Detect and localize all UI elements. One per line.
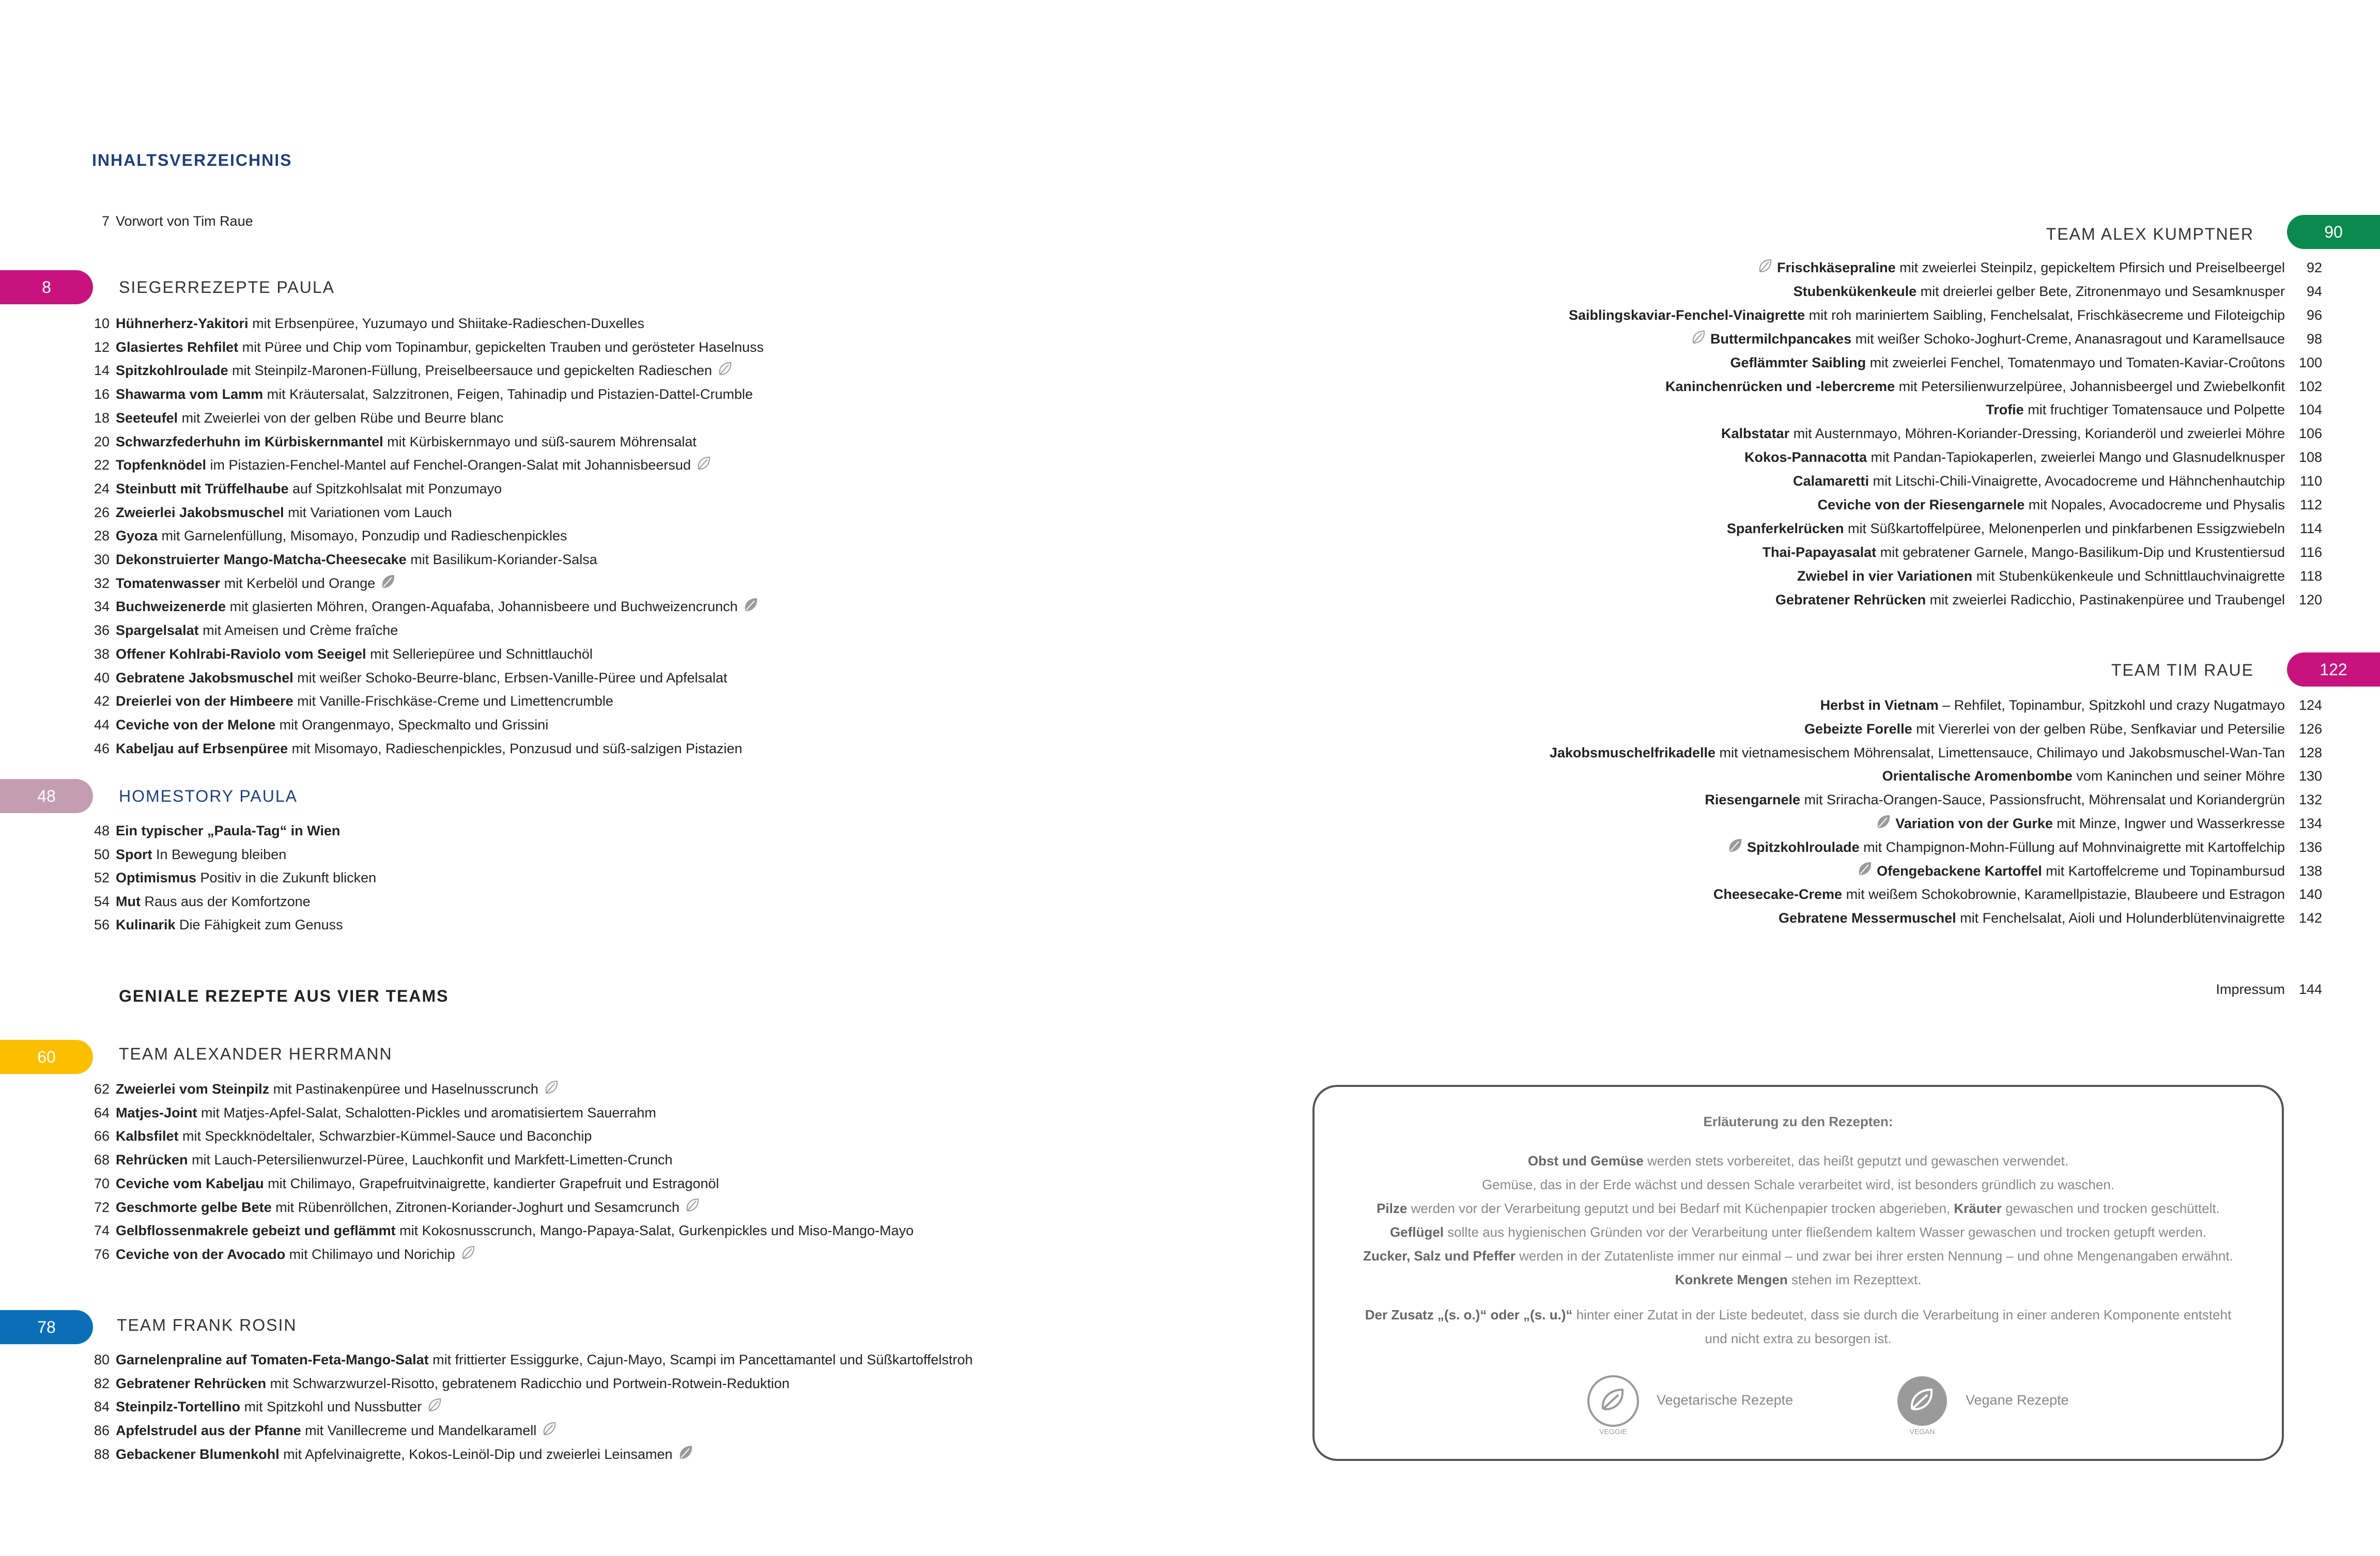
recipe-title: Dekonstruierter Mango-Matcha-Cheesecake: [116, 552, 407, 567]
recipe-title: Frischkäsepraline: [1777, 260, 1896, 275]
recipe-description: mit Rübenröllchen, Zitronen-Koriander-Joghurt und Sesamcrunch: [271, 1199, 680, 1215]
recipe-description: mit Kokosnusscrunch, Mango-Papaya-Salat, Gurkenpickles und Miso-Mango-Mayo: [395, 1223, 914, 1239]
vegan-leaf-icon: [380, 573, 396, 596]
recipe-title: Hühnerherz-Yakitori: [116, 316, 249, 331]
recipe-description: mit Vanillecreme und Mandelkaramell: [301, 1423, 537, 1439]
recipe-title: Steinbutt mit Trüffelhaube: [116, 480, 289, 496]
recipe-description: mit Süßkartoffelpüree, Melonenperlen und pinkfarbenen Essigzwiebeln: [1844, 520, 2285, 536]
veggie-leaf-icon: [544, 1079, 559, 1101]
recipe-title: Gelbflossenmakrele gebeizt und geflämmt: [116, 1223, 396, 1239]
recipe-title: Kulinarik: [116, 917, 176, 932]
recipe-description: mit zweierlei Steinpilz, gepickeltem Pfirsich und Preiselbeergel: [1895, 260, 2285, 275]
recipe-title: Seeteufel: [116, 410, 178, 426]
notes-line-5: Zucker, Salz und Pfeffer werden in der Zutatenliste immer nur einmal – und zwar bei ihrer ersten Nennung – und ohne Mengenangaben erwähnt.: [1363, 1248, 2233, 1264]
tab-team-raue[interactable]: 122: [2287, 652, 2380, 687]
recipe-title: Cheesecake-Creme: [1713, 886, 1843, 903]
page-number: 140: [2298, 886, 2322, 903]
recipe-description: In Bewegung bleiben: [152, 846, 287, 862]
recipe-description: mit Variationen vom Lauch: [284, 504, 452, 520]
page-number: 118: [2299, 568, 2322, 584]
page-number: 42: [94, 693, 110, 709]
toc-entry[interactable]: [92, 643, 593, 665]
recipe-description: mit roh mariniertem Saibling, Fenchelsalat, Frischkäsecreme und Filoteigchip: [1805, 307, 2285, 323]
recipe-title: Ein typischer „Paula-Tag“ in Wien: [116, 823, 341, 838]
toc-entry[interactable]: [1691, 328, 2322, 350]
recipe-description: mit Schwarzwurzel-Risotto, gebratenem Radicchio und Portwein-Rotwein-Reduktion: [266, 1375, 790, 1391]
recipe-title: Kabeljau auf Erbsenpüree: [116, 740, 288, 756]
veggie-label: Vegetarische Rezepte: [1657, 1392, 1794, 1408]
recipe-title: Geflämmter Saibling: [1730, 354, 1866, 370]
toc-entry[interactable]: [92, 548, 597, 571]
toc-heading: INHALTSVERZEICHNIS: [92, 151, 292, 169]
page-number: 124: [2298, 697, 2322, 713]
recipe-description: mit Misomayo, Radieschenpickles, Ponzusud und süß-salzigen Pistazien: [288, 740, 743, 756]
toc-entry[interactable]: [92, 666, 728, 689]
page-number: 126: [2298, 721, 2322, 737]
toc-entry[interactable]: [92, 1078, 559, 1100]
page-number: 96: [2306, 307, 2322, 323]
page-number: 56: [94, 917, 110, 932]
page-number: 130: [2298, 768, 2322, 784]
tab-homestory-paula[interactable]: 48: [0, 779, 93, 813]
toc-entry[interactable]: [92, 690, 613, 712]
recipe-title: Gebratener Rehrücken: [116, 1375, 267, 1391]
page-number: 40: [94, 670, 110, 686]
recipe-title: Gebratene Jakobsmuschel: [116, 670, 293, 686]
page-number: 30: [94, 552, 110, 567]
veggie-leaf-icon: [542, 1420, 557, 1443]
toc-entry[interactable]: [92, 913, 343, 936]
recipe-title: Schwarzfederhuhn im Kürbiskernmantel: [116, 433, 383, 449]
toc-entry[interactable]: [92, 1419, 557, 1442]
page-number: 138: [2298, 863, 2322, 879]
toc-entry[interactable]: [92, 524, 567, 547]
toc-entry[interactable]: [1549, 741, 2322, 764]
page-number: 38: [94, 646, 110, 662]
recipe-description: mit Pastinakenpüree und Haselnusscrunch: [269, 1081, 538, 1097]
recipe-title: Calamaretti: [1792, 473, 1869, 489]
page-number: 72: [94, 1199, 110, 1215]
toc-entry[interactable]: [92, 1395, 442, 1418]
recipe-description: mit Apfelvinaigrette, Kokos-Leinöl-Dip und zweierlei Leinsamen: [279, 1446, 673, 1462]
toc-entry[interactable]: [92, 1243, 476, 1266]
page-number: 16: [94, 386, 110, 402]
recipe-description: mit Kerbelöl und Orange: [220, 575, 376, 591]
recipe-title: Ceviche von der Riesengarnele: [1817, 497, 2025, 512]
recipe-title: Steinpilz-Tortellino: [116, 1399, 240, 1415]
recipe-title: Stubenkükenkeule: [1793, 283, 1917, 299]
section-title-kumptner: TEAM ALEX KUMPTNER: [2046, 225, 2254, 243]
toc-entry[interactable]: [92, 819, 340, 842]
recipe-title: Thai-Papayasalat: [1762, 544, 1877, 560]
recipe-description: vom Kaninchen und seiner Möhre: [2072, 768, 2285, 784]
recipe-description: mit Vanille-Frischkäse-Creme und Limettencrumble: [293, 693, 613, 709]
page-number: 12: [94, 339, 110, 355]
vegan-leaf-icon: [743, 596, 759, 619]
recipe-title: Gebratene Messermuschel: [1778, 910, 1956, 926]
page-number: 32: [94, 575, 110, 591]
recipe-title: Gebratener Rehrücken: [1775, 592, 1926, 608]
recipe-title: Topfenknödel: [116, 457, 206, 473]
page-number: 50: [94, 846, 110, 862]
recipe-description: mit glasierten Möhren, Orangen-Aquafaba, Johannisbeere und Buchweizencrunch: [226, 599, 738, 615]
recipe-title: Zweierlei vom Steinpilz: [116, 1081, 270, 1097]
page-number: 28: [94, 528, 110, 544]
page-number: 80: [94, 1352, 110, 1367]
toc-entry[interactable]: [1792, 470, 2322, 492]
recipe-title: Kaninchenrücken und -lebercreme: [1665, 378, 1895, 394]
page-number: 116: [2299, 544, 2322, 560]
recipe-description: mit Fenchelsalat, Aioli und Holunderblütenvinaigrette: [1956, 910, 2285, 926]
veggie-leaf-icon: [717, 360, 733, 383]
recipe-title: Kokos-Pannacotta: [1744, 449, 1867, 465]
page-number: 22: [94, 457, 110, 473]
toc-entry[interactable]: [1857, 860, 2322, 882]
recipe-description: mit Chilimayo und Norichip: [285, 1246, 455, 1262]
recipe-description: mit fruchtiger Tomatensauce und Polpette: [2023, 402, 2285, 418]
toc-entry[interactable]: [92, 477, 502, 500]
page-number: 64: [94, 1104, 110, 1121]
recipe-description: mit Kürbiskernmayo und süß-saurem Möhrensalat: [383, 433, 697, 449]
recipe-title: Spitzkohlroulade: [1747, 839, 1860, 855]
vegan-leaf-icon: [1857, 860, 1873, 883]
page-number: 106: [2298, 426, 2322, 442]
toc-entry[interactable]: [92, 866, 376, 889]
page-number: 120: [2298, 592, 2322, 608]
recipe-title: Riesengarnele: [1705, 792, 1801, 808]
recipe-description: mit weißem Schokobrownie, Karamellpistazie, Blaubeere und Estragon: [1842, 886, 2285, 903]
page-number: 144: [2298, 982, 2322, 997]
recipe-description: mit Austernmayo, Möhren-Koriander-Dressing, Korianderöl und zweierlei Möhre: [1789, 426, 2285, 442]
toc-entry[interactable]: [92, 1219, 914, 1242]
tab-team-herrmann[interactable]: 60: [0, 1040, 93, 1074]
page-number: 62: [94, 1081, 110, 1097]
recipe-description: mit vietnamesischem Möhrensalat, Limettensauce, Chilimayo und Jakobsmuschel-Wan-Tan: [1716, 744, 2285, 760]
veggie-leaf-icon: [685, 1196, 700, 1219]
recipe-description: mit gebratener Garnele, Mango-Basilikum-Dip und Krustentiersud: [1876, 544, 2285, 560]
recipe-title: Mut: [116, 893, 141, 909]
toc-entry[interactable]: [92, 312, 644, 335]
veggie-leaf-icon: [427, 1396, 442, 1419]
page-number: 18: [94, 410, 110, 426]
page-number: 20: [94, 433, 110, 449]
recipe-description: mit Ameisen und Crème fraîche: [198, 623, 398, 639]
recipe-title: Apfelstrudel aus der Pfanne: [116, 1423, 301, 1439]
recipe-description: mit Selleriepüree und Schnittlauchöl: [366, 646, 593, 662]
recipe-description: mit zweierlei Fenchel, Tomatenmayo und Tomaten-Kaviar-Croûtons: [1866, 354, 2285, 370]
recipe-description: mit Speckknödeltaler, Schwarzbier-Kümmel-Sauce und Baconchip: [178, 1128, 592, 1144]
page-number: 94: [2306, 283, 2322, 299]
toc-entry[interactable]: [1744, 446, 2322, 469]
toc-entry[interactable]: [92, 407, 503, 429]
toc-entry[interactable]: [92, 843, 286, 866]
toc-entry[interactable]: [92, 359, 733, 382]
page-number: 48: [94, 823, 110, 838]
section-title-paula: SIEGERREZEPTE PAULA: [119, 278, 335, 297]
impressum-entry[interactable]: [2216, 978, 2322, 1001]
recipe-description: mit Püree und Chip vom Topinambur, gepickelten Trauben und gerösteter Haselnuss: [238, 339, 764, 355]
recipe-title: Matjes-Joint: [116, 1104, 197, 1121]
section-title-raue: TEAM TIM RAUE: [2111, 661, 2254, 679]
recipe-title: Trofie: [1986, 402, 2024, 418]
page-number: 98: [2306, 331, 2322, 347]
toc-entry[interactable]: [92, 1172, 719, 1195]
recipe-description: mit Steinpilz-Maronen-Füllung, Preiselbeersauce und gepickelten Radieschen: [228, 363, 713, 379]
recipe-title: Herbst in Vietnam: [1820, 697, 1939, 713]
page-number: 74: [94, 1223, 110, 1239]
page-number: 24: [94, 480, 110, 496]
toc-entry[interactable]: [92, 619, 398, 642]
tab-team-kumptner[interactable]: 90: [2287, 215, 2380, 249]
page-number: 68: [94, 1152, 110, 1168]
toc-entry[interactable]: [92, 336, 764, 359]
page-number: 26: [94, 504, 110, 520]
recipe-title: Spargelsalat: [116, 623, 199, 639]
page-number: 112: [2299, 497, 2322, 512]
toc-entry[interactable]: [92, 1372, 790, 1395]
recipe-title: Gyoza: [116, 528, 158, 544]
page-number: 128: [2298, 744, 2322, 760]
recipe-title: Geschmorte gelbe Bete: [116, 1199, 272, 1215]
entry-text: Vorwort von Tim Raue: [116, 213, 253, 229]
vegan-label: Vegane Rezepte: [1966, 1392, 2069, 1408]
recipe-description: mit Stubenkükenkeule und Schnittlauchvinaigrette: [1972, 568, 2285, 584]
recipe-description: – Rehfilet, Topinambur, Spitzkohl und crazy Nugatmayo: [1938, 697, 2285, 713]
recipe-description: mit Sriracha-Orangen-Sauce, Passionsfrucht, Möhrensalat und Koriandergrün: [1800, 792, 2285, 808]
recipe-title: Kalbsfilet: [116, 1128, 179, 1144]
recipe-title: Ceviche vom Kabeljau: [116, 1175, 264, 1191]
notes-line-4: Geflügel sollte aus hygienischen Gründen vor der Verarbeitung unter fließendem kaltem Wasser gewaschen und trocken getupft werden.: [1389, 1224, 2207, 1240]
page-number: 34: [94, 599, 110, 615]
recipe-description: mit weißer Schoko-Beurre-blanc, Erbsen-Vanille-Püree und Apfelsalat: [293, 670, 728, 686]
recipe-title: Buttermilchpancakes: [1710, 331, 1852, 347]
recipe-description: Raus aus der Komfortzone: [140, 893, 311, 909]
entry-text: Impressum: [2216, 982, 2285, 997]
recipe-description: im Pistazien-Fenchel-Mantel auf Fenchel-Orangen-Salat mit Johannisbeersud: [206, 457, 691, 473]
page-number: 114: [2299, 520, 2322, 536]
toc-entry[interactable]: [92, 890, 311, 913]
toc-entry[interactable]: [92, 1101, 656, 1124]
recipe-title: Kalbstatar: [1721, 426, 1790, 442]
recipe-description: mit Nopales, Avocadocreme und Physalis: [2024, 497, 2285, 512]
page-number: 54: [94, 893, 110, 909]
recipe-title: Rehrücken: [116, 1152, 188, 1168]
page-number: 100: [2298, 354, 2322, 370]
toc-entry[interactable]: [92, 1443, 693, 1466]
toc-entry[interactable]: [92, 1148, 672, 1171]
recipe-title: Sport: [116, 846, 152, 862]
recipe-title: Tomatenwasser: [116, 575, 221, 591]
page-number: 84: [94, 1399, 110, 1415]
page-number: 46: [94, 740, 110, 756]
recipe-description: mit Spitzkohl und Nussbutter: [240, 1399, 422, 1415]
recipe-description: mit weißer Schoko-Joghurt-Creme, Ananasragout und Karamellsauce: [1851, 331, 2285, 347]
recipe-title: Ceviche von der Avocado: [116, 1246, 286, 1262]
recipe-title: Glasiertes Rehfilet: [116, 339, 239, 355]
page-number: 10: [94, 316, 110, 331]
veggie-leaf-icon: [696, 455, 712, 477]
toc-entry[interactable]: [92, 737, 743, 760]
toc-entry[interactable]: [1986, 398, 2322, 421]
recipe-description: mit Kräutersalat, Salzzitronen, Feigen, Tahinadip und Pistazien-Dattel-Crumble: [263, 386, 753, 402]
recipe-description: mit Viererlei von der gelben Rübe, Senfkaviar und Petersilie: [1912, 721, 2285, 737]
toc-entry[interactable]: [92, 595, 759, 618]
toc-entry[interactable]: [1721, 422, 2322, 445]
recipe-title: Offener Kohlrabi-Raviolo vom Seeigel: [116, 646, 366, 662]
toc-entry[interactable]: [1757, 256, 2322, 279]
notes-line-6: Konkrete Mengen stehen im Rezepttext.: [1675, 1272, 1922, 1287]
recipe-title: Dreierlei von der Himbeere: [116, 693, 293, 709]
toc-entry[interactable]: [92, 1348, 973, 1371]
recipe-description: mit Minze, Ingwer und Wasserkresse: [2052, 816, 2285, 831]
toc-entry[interactable]: [1793, 280, 2322, 303]
page-number: 88: [94, 1446, 110, 1462]
toc-entry[interactable]: [92, 383, 753, 406]
page-number: 132: [2298, 792, 2322, 808]
recipe-description: mit Garnelenfüllung, Misomayo, Ponzudip und Radieschenpickles: [158, 528, 567, 544]
recipe-description: mit dreierlei gelber Bete, Zitronenmayo und Sesamknusper: [1917, 283, 2285, 299]
veggie-badge-icon: [1586, 1374, 1638, 1436]
page-number: 102: [2298, 378, 2322, 394]
toc-entry[interactable]: [1705, 788, 2322, 811]
section-title-herrmann: TEAM ALEXANDER HERRMANN: [119, 1045, 393, 1063]
toc-entry[interactable]: [1730, 351, 2322, 374]
notes-line-8: und nicht extra zu besorgen ist.: [1705, 1331, 1892, 1346]
recipe-title: Gebackener Blumenkohl: [116, 1446, 280, 1462]
toc-entry[interactable]: [1762, 541, 2322, 564]
toc-entry[interactable]: [1804, 718, 2322, 740]
recipe-description: mit Erbsenpüree, Yuzumayo und Shiitake-Radieschen-Duxelles: [248, 316, 644, 331]
page-number: 66: [94, 1128, 110, 1144]
page-number: 52: [94, 870, 110, 885]
toc-entry[interactable]: [1876, 812, 2322, 835]
recipe-description: auf Spitzkohlsalat mit Ponzumayo: [288, 480, 502, 496]
toc-entry[interactable]: [92, 430, 697, 453]
recipe-title: Zwiebel in vier Variationen: [1797, 568, 1973, 584]
page-number: 110: [2299, 473, 2322, 489]
page-number: 14: [94, 363, 110, 379]
svg-text:VEGGIE: VEGGIE: [1599, 1427, 1627, 1436]
section-title-genial: GENIALE REZEPTE AUS VIER TEAMS: [119, 987, 449, 1005]
svg-text:VEGAN: VEGAN: [1909, 1427, 1935, 1436]
page-number: 82: [94, 1375, 110, 1391]
notes-line-3: Pilze werden vor der Verarbeitung geputzt und bei Bedarf mit Küchenpapier trocken abgerieben, Kräuter gewaschen und trocken geschüttelt.: [1377, 1201, 2220, 1216]
page-number: 142: [2298, 910, 2322, 926]
veggie-leaf-icon: [1691, 329, 1706, 351]
toc-entry[interactable]: [92, 572, 396, 595]
recipe-title: Garnelenpraline auf Tomaten-Feta-Mango-Salat: [116, 1352, 429, 1367]
toc-entry[interactable]: [1820, 694, 2322, 717]
page-number: 44: [94, 717, 110, 733]
vegan-leaf-icon: [1727, 837, 1743, 860]
page-number: 70: [94, 1175, 110, 1191]
toc-entry[interactable]: [1775, 588, 2322, 611]
toc-entry[interactable]: [1726, 517, 2322, 540]
veggie-leaf-icon: [1757, 257, 1773, 280]
recipe-description: mit Champignon-Mohn-Füllung auf Mohnvinaigrette mit Kartoffelchip: [1859, 839, 2285, 855]
toc-entry[interactable]: [1882, 765, 2322, 787]
recipe-description: Positiv in die Zukunft blicken: [196, 870, 377, 885]
notes-line-7: Der Zusatz „(s. o.)“ oder „(s. u.)“ hinter einer Zutat in der Liste bedeutet, dass sie durch die Verarbeitung in einer anderen Komponente entsteht: [1365, 1307, 2232, 1322]
recipe-description: mit zweierlei Radicchio, Pastinakenpüree und Traubengel: [1926, 592, 2285, 608]
recipe-description: mit Matjes-Apfel-Salat, Schalotten-Pickles und aromatisiertem Sauerrahm: [197, 1104, 656, 1121]
toc-entry[interactable]: [1665, 375, 2322, 398]
recipe-title: Variation von der Gurke: [1895, 816, 2053, 831]
recipe-description: Die Fähigkeit zum Genuss: [175, 917, 343, 932]
recipe-title: Optimismus: [116, 870, 197, 885]
recipe-title: Jakobsmuschelfrikadelle: [1549, 744, 1716, 760]
toc-entry[interactable]: [1797, 565, 2322, 587]
toc-entry[interactable]: [1778, 907, 2322, 929]
recipe-description: mit Pandan-Tapiokaperlen, zweierlei Mango und Glasnudelknusper: [1867, 449, 2285, 465]
recipe-title: Saiblingskaviar-Fenchel-Vinaigrette: [1568, 307, 1805, 323]
toc-entry[interactable]: [1727, 836, 2322, 859]
recipe-description: mit frittierter Essiggurke, Cajun-Mayo, Scampi im Pancettamantel und Süßkartoffelstroh: [428, 1352, 973, 1367]
page-number: 134: [2298, 816, 2322, 831]
notes-line-2: Gemüse, das in der Erde wächst und dessen Schale verarbeitet wird, ist besonders gründlich zu waschen.: [1481, 1177, 2115, 1192]
recipe-title: Ceviche von der Melone: [116, 717, 276, 733]
notes-heading: Erläuterung zu den Rezepten:: [1703, 1114, 1893, 1129]
toc-entry[interactable]: [92, 501, 452, 524]
page-number: 92: [2306, 260, 2322, 275]
recipe-title: Spitzkohlroulade: [116, 363, 228, 379]
recipe-title: Ofengebackene Kartoffel: [1877, 863, 2042, 879]
toc-entry[interactable]: [92, 454, 712, 476]
page-number: 104: [2298, 402, 2322, 418]
recipe-description: mit Litschi-Chili-Vinaigrette, Avocadocreme und Hähnchenhautchip: [1869, 473, 2285, 489]
recipe-description: mit Orangenmayo, Speckmalto und Grissini: [275, 717, 549, 733]
vegan-leaf-icon: [678, 1444, 693, 1467]
page-number: 136: [2298, 839, 2322, 855]
page-number: 76: [94, 1246, 110, 1262]
vegan-badge-icon: [1895, 1374, 1947, 1436]
page-number: 86: [94, 1423, 110, 1439]
toc-entry[interactable]: [1817, 493, 2322, 516]
section-title-homestory: HOMESTORY PAULA: [119, 787, 298, 805]
recipe-title: Spanferkelrücken: [1726, 520, 1844, 536]
toc-entry[interactable]: [92, 1196, 700, 1219]
recipe-description: mit Kartoffelcreme und Topinambursud: [2042, 863, 2285, 879]
recipe-notes-box: [1312, 1085, 2284, 1461]
notes-line-1: Obst und Gemüse werden stets vorbereitet, das heißt geputzt und gewaschen verwendet.: [1527, 1153, 2069, 1169]
tab-team-rosin[interactable]: 78: [0, 1310, 93, 1344]
toc-entry[interactable]: [1713, 883, 2322, 906]
page-number: 7: [101, 213, 110, 229]
page-number: 108: [2298, 449, 2322, 465]
foreword-entry[interactable]: [92, 210, 253, 232]
recipe-title: Gebeizte Forelle: [1804, 721, 1912, 737]
vegan-leaf-icon: [1876, 813, 1891, 836]
recipe-description: mit Zweierlei von der gelben Rübe und Beurre blanc: [178, 410, 504, 426]
recipe-title: Buchweizenerde: [116, 599, 226, 615]
recipe-title: Zweierlei Jakobsmuschel: [116, 504, 284, 520]
toc-entry[interactable]: [1568, 304, 2322, 326]
veggie-leaf-icon: [460, 1244, 476, 1267]
tab-siegerrezepte-paula[interactable]: 8: [0, 270, 93, 304]
page-number: 36: [94, 623, 110, 639]
recipe-title: Shawarma vom Lamm: [116, 386, 264, 402]
toc-entry[interactable]: [92, 713, 548, 736]
recipe-title: Orientalische Aromenbombe: [1882, 768, 2073, 784]
recipe-description: mit Basilikum-Koriander-Salsa: [406, 552, 597, 567]
toc-entry[interactable]: [92, 1125, 592, 1147]
recipe-description: mit Lauch-Petersilienwurzel-Püree, Lauchkonfit und Markfett-Limetten-Crunch: [188, 1152, 673, 1168]
recipe-description: mit Petersilienwurzelpüree, Johannisbeergel und Zwiebelkonfit: [1895, 378, 2285, 394]
recipe-description: mit Chilimayo, Grapefruitvinaigrette, kandierter Grapefruit und Estragonöl: [264, 1175, 719, 1191]
section-title-rosin: TEAM FRANK ROSIN: [117, 1316, 297, 1334]
